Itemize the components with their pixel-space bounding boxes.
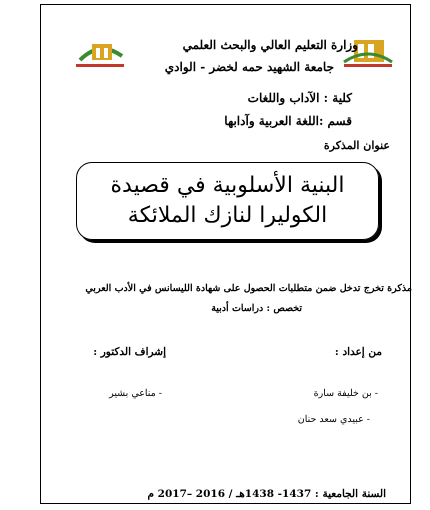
thesis-title-line-1: البنية الأسلوبية في قصيدة — [110, 173, 345, 198]
department-name: قسم :اللغة العربية وآدابها — [224, 114, 352, 128]
supervisor-label: إشراف الدكتور : — [93, 346, 166, 358]
page-frame — [40, 4, 411, 504]
supervisor-name: - مناعي بشير — [109, 388, 162, 399]
ministry-name: وزارة التعليم العالي والبحث العلمي — [182, 38, 358, 52]
thesis-title-line-2: الكوليرا لنازك الملائكة — [127, 203, 328, 228]
academic-year: السنة الجامعية : 1437- 1438هـ / 2016 –2017 م — [147, 488, 386, 500]
thesis-title-box — [76, 162, 379, 240]
student-name-2: - عبيدي سعد حنان — [297, 414, 370, 425]
student-name-1: - بن خليفة سارة — [313, 388, 378, 399]
specialty: تخصص : دراسات أدبية — [211, 303, 302, 314]
prepared-by-label: من إعداد : — [334, 346, 382, 358]
thesis-purpose: مذكرة تخرج تدخل ضمن متطلبات الحصول على شهادة الليسانس في الأدب العربي — [85, 283, 412, 294]
university-name: جامعة الشهيد حمه لخضر - الوادي — [164, 60, 334, 74]
faculty-name: كلية : الآداب واللغات — [247, 91, 352, 105]
university-logo-left — [72, 34, 128, 74]
memo-title-label: عنوان المذكرة — [323, 139, 390, 152]
